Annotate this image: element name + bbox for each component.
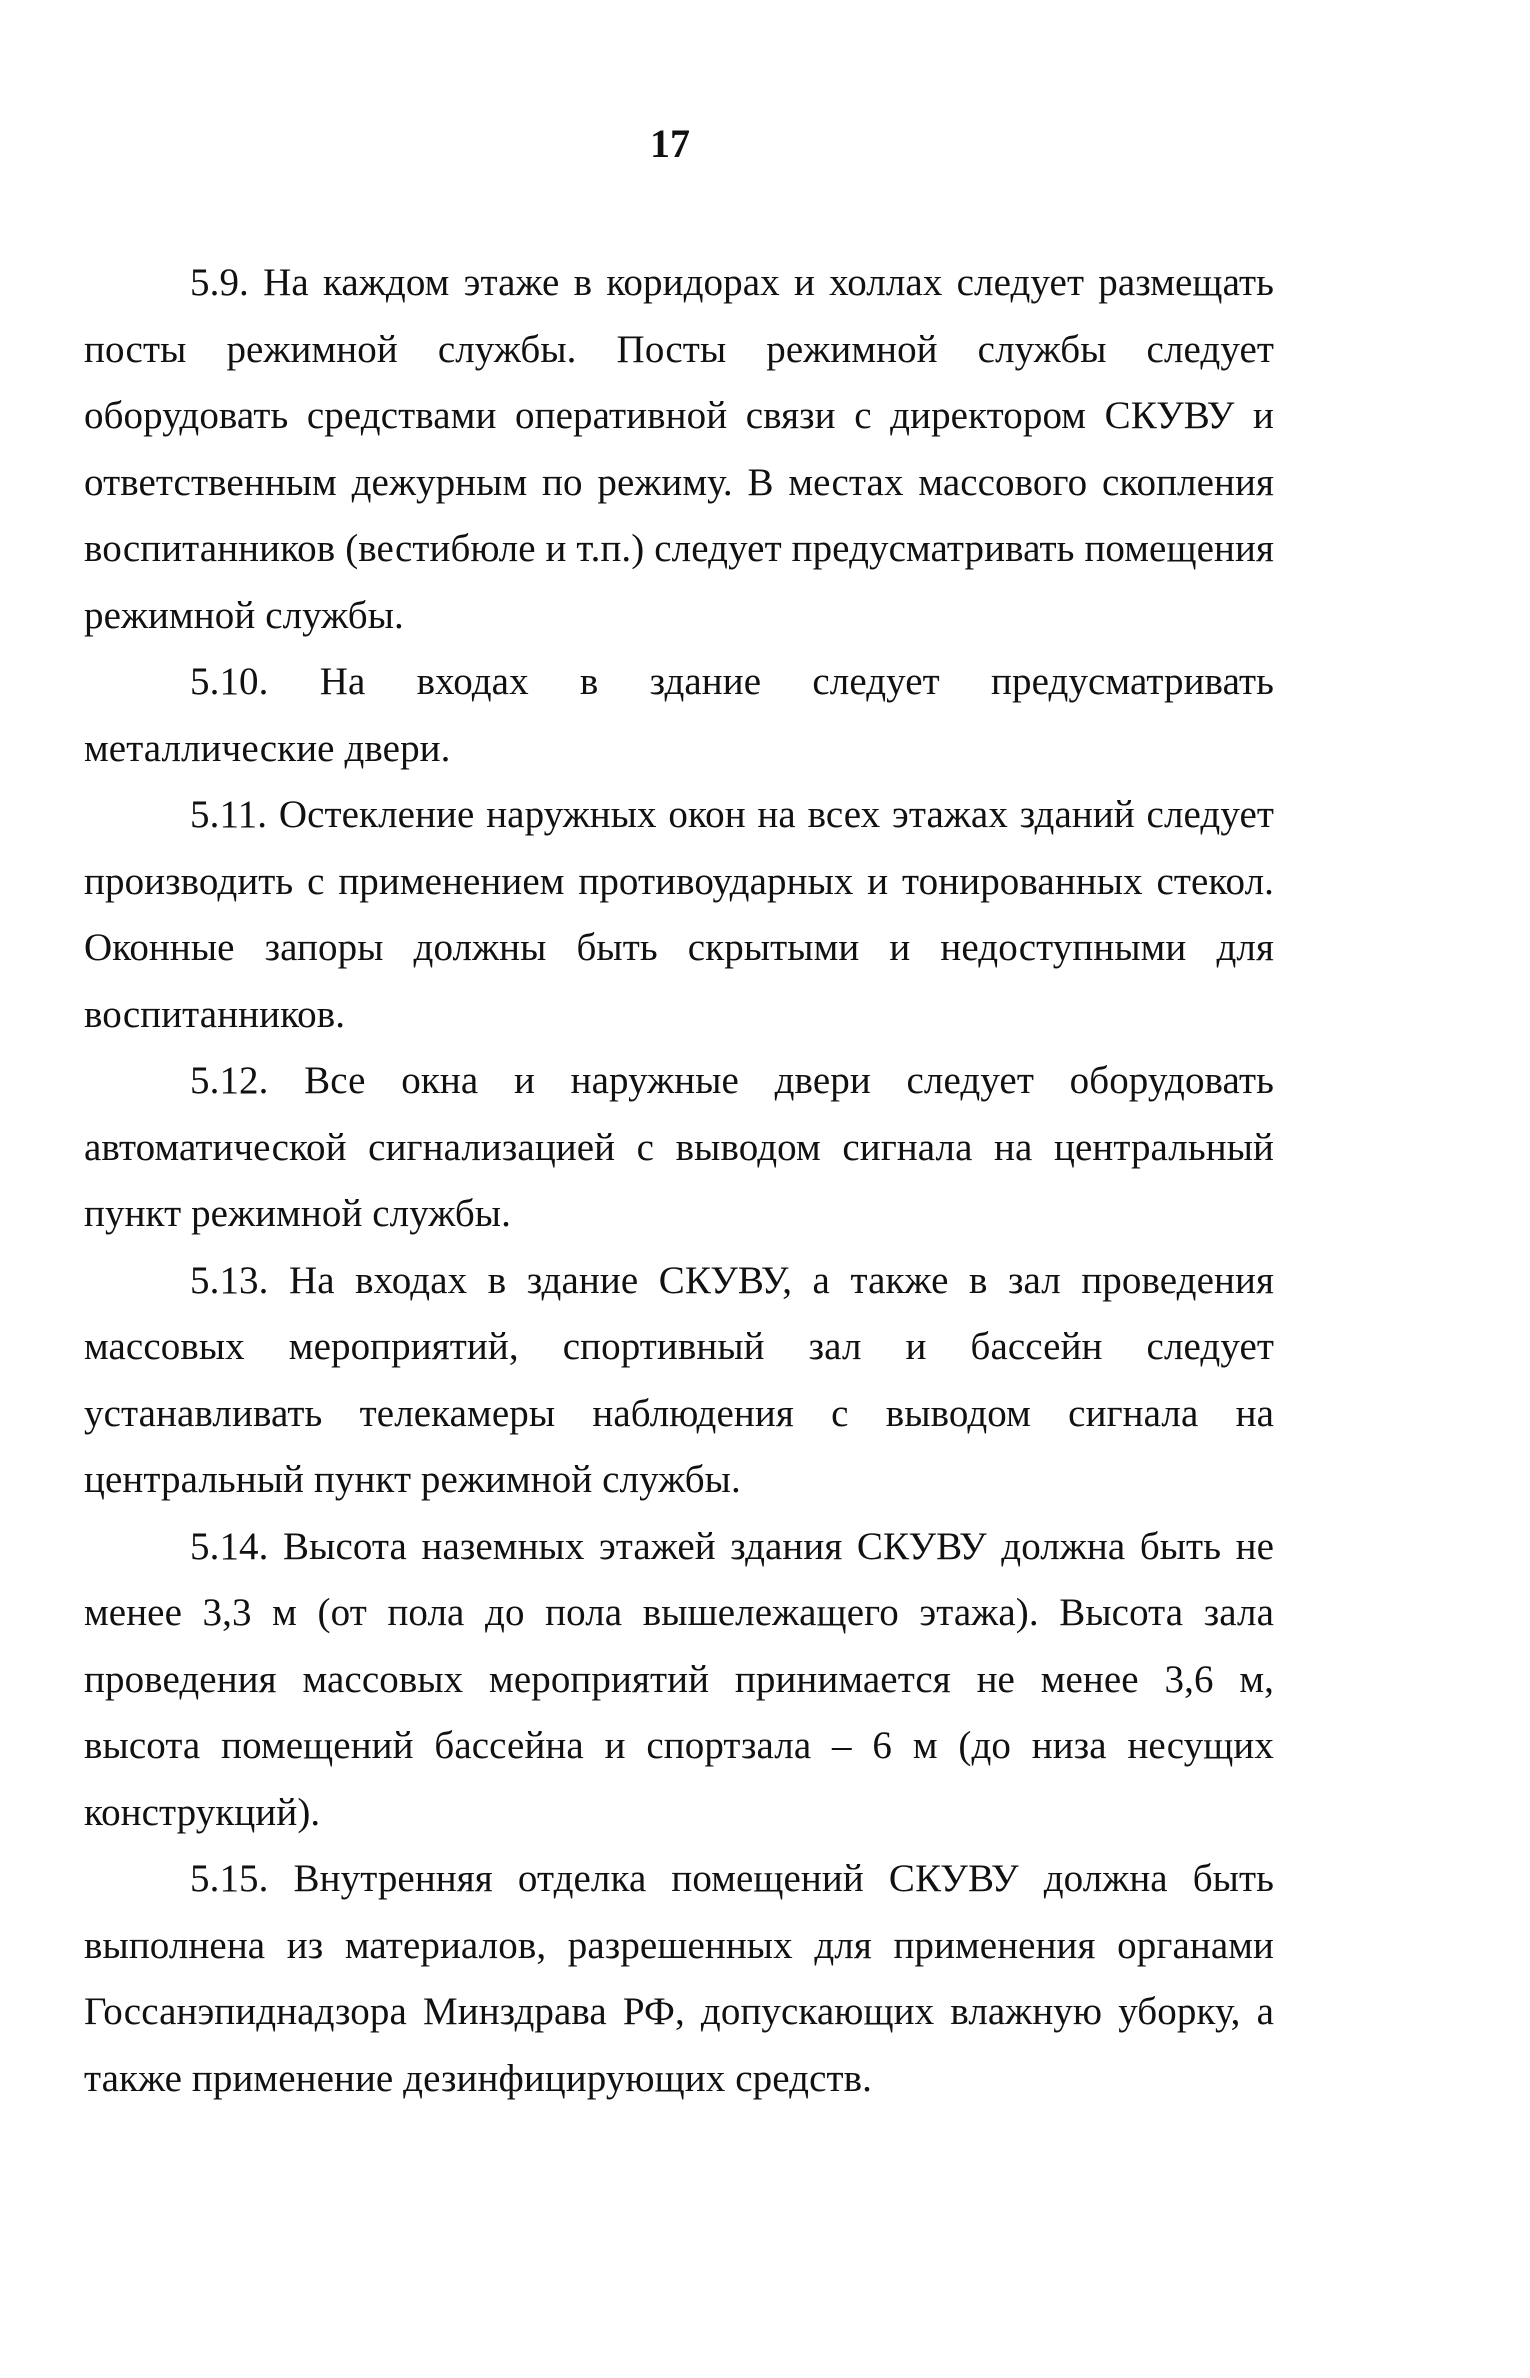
paragraph-5-9: 5.9. На каждом этаже в коридорах и холлах следует размещать посты режимной службы. Посты режимной службы следует оборудовать средствами оперативной связи с директором СКУВУ и ответственным дежурным по режиму. В местах массового скопления воспитанников (вестибюле и т.п.) следует предусматривать помещения режимной службы. [84, 261, 1274, 637]
paragraph-5-14: 5.14. Высота наземных этажей здания СКУВУ должна быть не менее 3,3 м (от пола до пола вышележащего этажа). Высота зала проведения массовых мероприятий принимается не менее 3,6 м, высота помещений бассейна и спортзала – 6 м (до низа несущих конструкций). [84, 1524, 1274, 1834]
paragraph-5-10: 5.10. На входах в здание следует предусматривать металлические двери. [84, 660, 1274, 770]
paragraph-5-13: 5.13. На входах в здание СКУВУ, а также в зал проведения массовых мероприятий, спортивный зал и бассейн следует устанавливать телекамеры наблюдения с выводом сигнала на центральный пункт режимной службы. [84, 1258, 1274, 1501]
body-text [84, 250, 1274, 2112]
paragraph-5-15: 5.15. Внутренняя отделка помещений СКУВУ должна быть выполнена из материалов, разрешенных для применения органами Госсанэпиднадзора Минздрава РФ, допускающих влажную уборку, а также применение дезинфицирующих средств. [84, 1857, 1274, 2100]
paragraph-5-11: 5.11. Остекление наружных окон на всех этажах зданий следует производить с применением противоударных и тонированных стекол. Оконные запоры должны быть скрытыми и недоступными для воспитанников. [84, 793, 1274, 1036]
paragraph-5-12: 5.12. Все окна и наружные двери следует оборудовать автоматической сигнализацией с выводом сигнала на центральный пункт режимной службы. [84, 1059, 1274, 1235]
page-number: 17 [650, 121, 690, 166]
